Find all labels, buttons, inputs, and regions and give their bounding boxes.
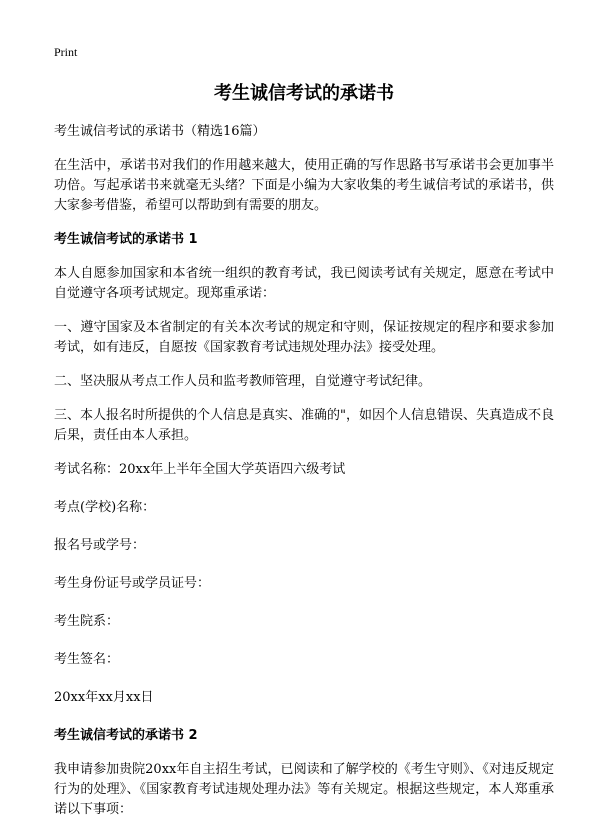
print-label: Print: [54, 45, 78, 59]
section-1-paragraph-4: 三、本人报名时所提供的个人信息是真实、准确的"，如因个人信息错误、失真造成不良后果，责任由本人承担。: [54, 408, 554, 443]
exam-name-field: 考试名称：20xx年上半年全国大学英语四六级考试: [54, 462, 346, 477]
date-field: 20xx年xx月xx日: [54, 690, 154, 705]
intro-paragraph: 在生活中，承诺书对我们的作用越来越大，使用正确的写作思路书写承诺书会更加事半功倍。写起承诺书来就毫无头绪？下面是小编为大家收集的考生诚信考试的承诺书，供大家参考借鉴，希望可以帮助到有需要的朋友。: [54, 158, 554, 213]
document-subtitle: 考生诚信考试的承诺书（精选16篇）: [54, 124, 266, 139]
section-2-heading: 考生诚信考试的承诺书 2: [54, 728, 198, 743]
id-number-field: 考生身份证号或学员证号：: [54, 576, 211, 591]
document-page: [54, 44, 554, 834]
department-field: 考生院系：: [54, 614, 120, 629]
registration-number-field: 报名号或学号：: [54, 538, 146, 553]
section-1-paragraph-2: 一、遵守国家及本省制定的有关本次考试的规定和守则，保证按规定的程序和要求参加考试，如有违反，自愿按《国家教育考试违规处理办法》接受处理。: [54, 320, 554, 355]
section-1-paragraph-3: 二、坚决服从考点工作人员和监考教师管理，自觉遵守考试纪律。: [54, 374, 432, 389]
exam-site-field: 考点(学校)名称：: [54, 500, 156, 515]
page-title: 考生诚信考试的承诺书: [214, 83, 394, 104]
signature-field: 考生签名：: [54, 652, 120, 667]
section-1-heading: 考生诚信考试的承诺书 1: [54, 232, 198, 247]
section-1-paragraph-1: 本人自愿参加国家和本省统一组织的教育考试，我已阅读考试有关规定，愿意在考试中自觉遵守各项考试规定。现郑重承诺：: [54, 266, 554, 301]
section-2-paragraph-1: 我申请参加贵院20xx年自主招生考试，已阅读和了解学校的《考生守则》、《对违反规定行为的处理》、《国家教育考试违规处理办法》等有关规定。根据这些规定，本人郑重承诺以下事项：: [54, 762, 554, 817]
